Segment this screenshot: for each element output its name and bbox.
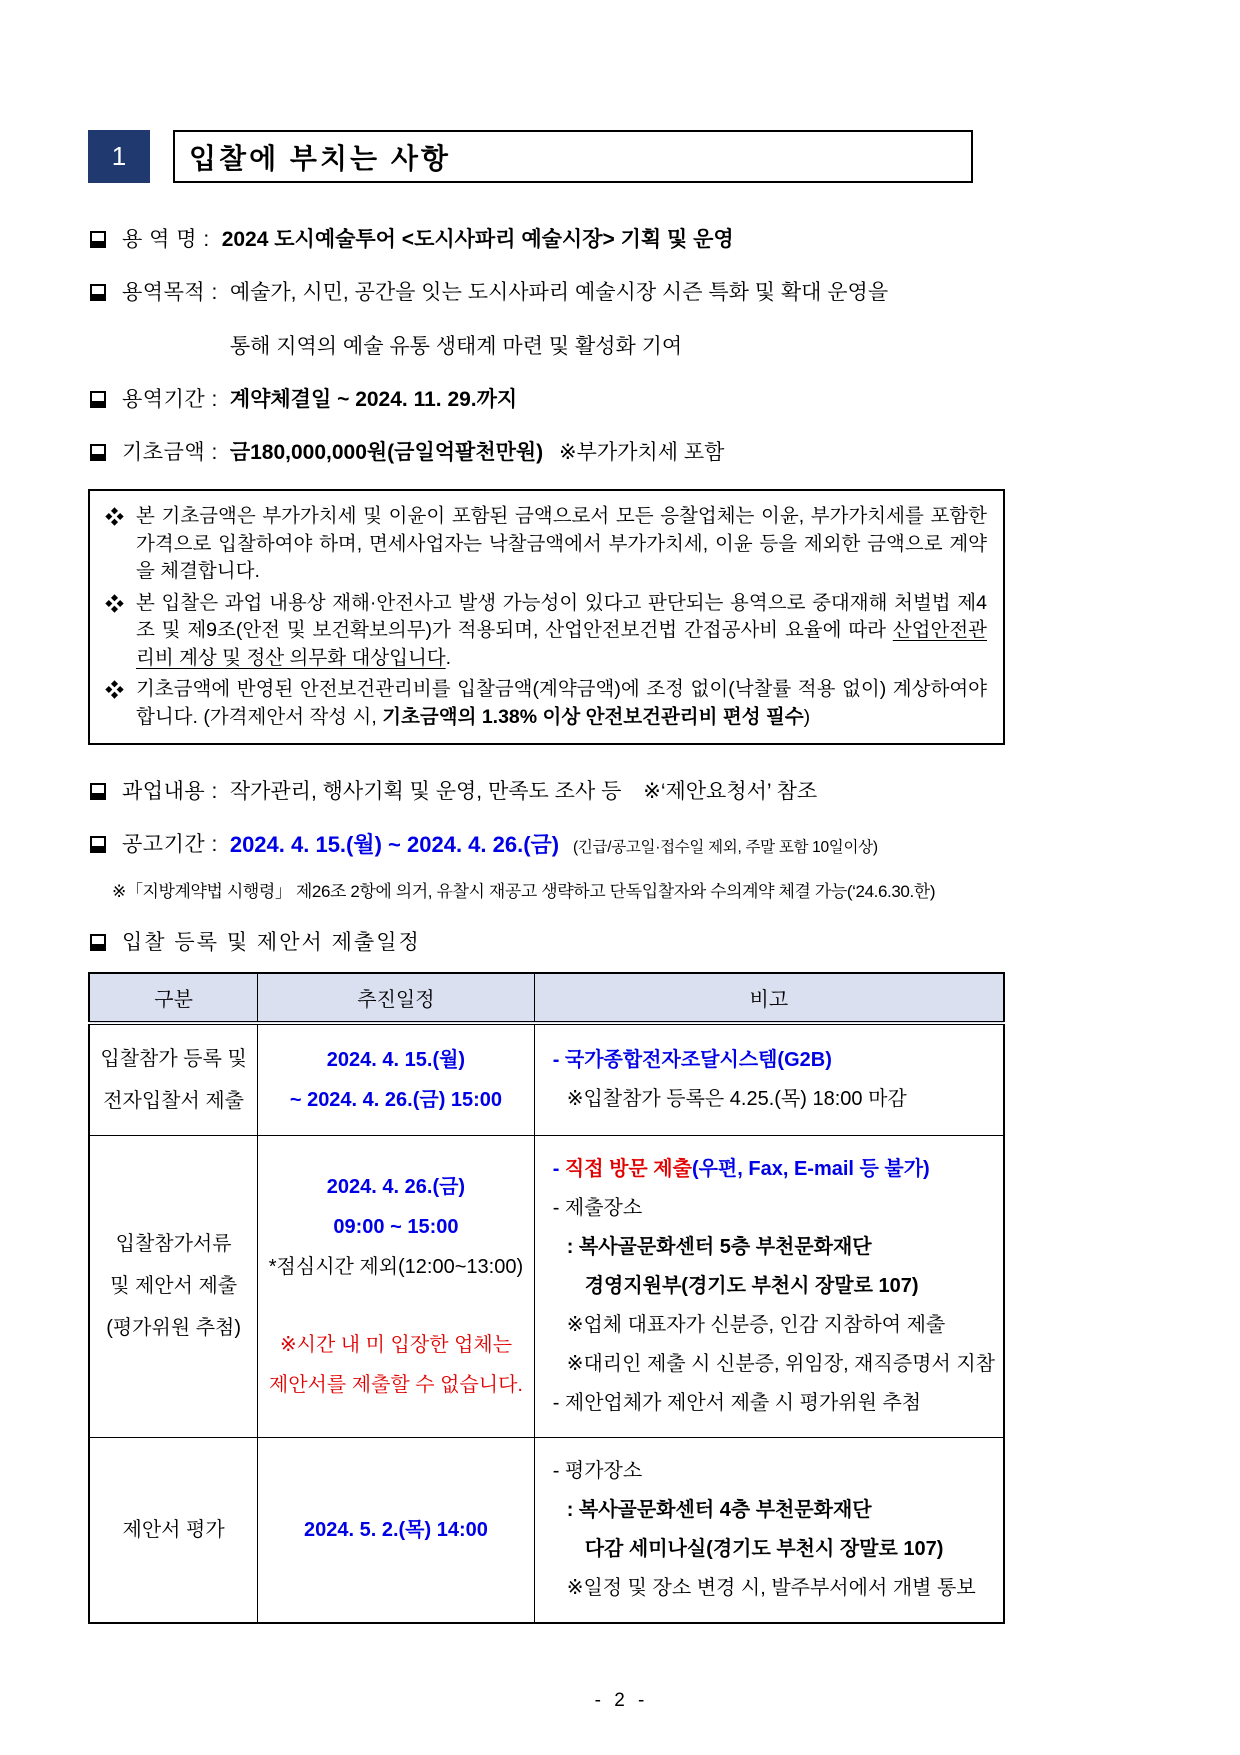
- item-label: 용역목적 :: [122, 281, 218, 304]
- diamond-bullet-icon: [105, 507, 123, 525]
- notice-bullet-1: [104, 503, 987, 586]
- checkbox-bullet-icon: [90, 391, 106, 408]
- section-number-badge: 1: [88, 130, 150, 183]
- header-remarks: 비고: [534, 973, 1004, 1023]
- checkbox-bullet-icon: [90, 284, 106, 301]
- item-service-period: [88, 385, 1155, 415]
- table-row-document-submission: [89, 1135, 1004, 1437]
- item-label: 기초금액 :: [122, 441, 218, 464]
- item-work-scope: [88, 777, 1155, 807]
- item-label: 과업내용 :: [122, 780, 218, 803]
- item-service-purpose: [88, 278, 1155, 362]
- item-base-amount: [88, 438, 1155, 468]
- cell-remarks: - 국가종합전자조달시스템(G2B) ※입찰참가 등록은 4.25.(목) 18:00 마감: [534, 1023, 1004, 1135]
- cell-schedule: 2024. 4. 26.(금) 09:00 ~ 15:00 *점심시간 제외(12:00~13:00) ※시간 내 미 입장한 업체는 제안서를 제출할 수 없습니다.: [258, 1135, 534, 1437]
- item-value: 계약체결일 ~ 2024. 11. 29.까지: [229, 388, 518, 411]
- item-value: [230, 438, 725, 468]
- checkbox-bullet-icon: [90, 231, 106, 248]
- header-category: 구분: [89, 973, 258, 1023]
- cell-category: 입찰참가 등록 및 전자입찰서 제출: [89, 1023, 258, 1135]
- notice-period-dates: 2024. 4. 15.(월) ~ 2024. 4. 26.(금): [229, 832, 560, 857]
- notice-text-3-pre: 기초금액에 반영된 안전보건관리비를 입찰금액(계약금액)에 조정 없이(낙찰률 적용 없이) 계상하여야 합니다. (가격제안서 작성 시,: [136, 678, 987, 728]
- section-header: [88, 130, 1155, 183]
- notice-bullet-3: [104, 676, 987, 731]
- item-label: 공고기간 :: [122, 833, 218, 856]
- cell-category: 제안서 평가: [89, 1437, 258, 1623]
- base-amount-value: 금180,000,000원(금일억팔천만원): [229, 441, 544, 464]
- base-amount-suffix: ※부가가치세 포함: [559, 441, 725, 464]
- notice-text-3-post: ): [803, 705, 811, 728]
- cell-schedule: 2024. 4. 15.(월) ~ 2024. 4. 26.(금) 15:00: [258, 1023, 534, 1135]
- item-value: [230, 777, 817, 807]
- item-value: [230, 278, 888, 362]
- purpose-line-2: 통해 지역의 예술 유통 생태계 마련 및 활성화 기여: [229, 335, 683, 358]
- cell-category: 입찰참가서류 및 제안서 제출 (평가위원 추첨): [89, 1135, 258, 1437]
- diamond-bullet-icon: [105, 680, 123, 698]
- table-row-proposal-evaluation: [89, 1437, 1004, 1623]
- notice-box: [88, 489, 1005, 745]
- item-notice-period: [88, 830, 1155, 863]
- item-value: 2024 도시예술투어 <도시사파리 예술시장> 기획 및 운영: [221, 228, 734, 251]
- purpose-line-1: 예술가, 시민, 공간을 잇는 도시사파리 예술시장 시즌 특화 및 확대 운영을: [229, 281, 889, 304]
- item-service-name: [88, 225, 1155, 255]
- page-number: - 2 -: [594, 1689, 649, 1711]
- section-title: [173, 130, 973, 183]
- notice-period-suffix: (긴급/공고일·접수일 제외, 주말 포함 10일이상): [572, 839, 878, 856]
- item-label: 용 역 명 :: [122, 228, 210, 251]
- item-schedule-heading: [88, 928, 1155, 958]
- cell-schedule: 2024. 5. 2.(목) 14:00: [258, 1437, 534, 1623]
- cell-remarks: - 직접 방문 제출(우편, Fax, E-mail 등 불가) - 제출장소 : 복사골문화센터 5층 부천문화재단 경영지원부(경기도 부천시 장말로 107) ※업체 대표자가 신분증, 인감 지참하여 제출 ※대리인 제출 시 신분증, 위임장, 재직증명서 지참 - 제안업체가 제안서 제출 시 평가위원 추첨: [534, 1135, 1004, 1437]
- schedule-heading-label: 입찰 등록 및 제안서 제출일정: [122, 931, 421, 954]
- notice-text-1: 본 기초금액은 부가가치세 및 이윤이 포함된 금액으로서 모든 응찰업체는 이윤, 부가가치세를 포함한 가격으로 입찰하여야 하며, 면세사업자는 낙찰금액에서 부가가치세, 이윤 등을 제외한 금액으로 계약을 체결합니다.: [136, 505, 987, 582]
- checkbox-bullet-icon: [90, 836, 106, 853]
- checkbox-bullet-icon: [90, 444, 106, 461]
- notice-bullet-2: [104, 590, 987, 673]
- header-schedule: 추진일정: [258, 973, 534, 1023]
- local-contract-law-note: ※「지방계약법 시행령」 제26조 2항에 의거, 유찰시 재공고 생략하고 단독입찰자와 수의계약 체결 가능(‘24.6.30.한): [112, 882, 936, 901]
- cell-remarks: - 평가장소 : 복사골문화센터 4층 부천문화재단 다감 세미나실(경기도 부천시 장말로 107) ※일정 및 장소 변경 시, 발주부서에서 개별 통보: [534, 1437, 1004, 1623]
- notice-text-2-underlined: 산업안전관리비 계상 및 정산 의무화 대상입니다: [136, 619, 987, 669]
- scope-suffix: ※‘제안요청서’ 참조: [643, 780, 818, 803]
- table-header-row: [89, 973, 1004, 1023]
- scope-value: 작가관리, 행사기획 및 운영, 만족도 조사 등: [229, 780, 622, 803]
- notice-text-2-post: .: [445, 646, 452, 669]
- item-value: [230, 830, 878, 863]
- notice-text-2-pre: 본 입찰은 과업 내용상 재해·안전사고 발생 가능성이 있다고 판단되는 용역으로 중대재해 처벌법 제4조 및 제9조(안전 및 보건확보의무)가 적용되며, 산업안전보건법 간접공사비 요율에 따라: [136, 591, 987, 641]
- section-title-text: 입찰에 부치는 사항: [189, 142, 451, 174]
- item-label: 용역기간 :: [122, 388, 218, 411]
- table-row-registration: [89, 1023, 1004, 1135]
- checkbox-bullet-icon: [90, 934, 106, 951]
- diamond-bullet-icon: [105, 594, 123, 612]
- checkbox-bullet-icon: [90, 783, 106, 800]
- notice-text-3-bold: 기초금액의 1.38% 이상 안전보건관리비 편성 필수: [382, 705, 804, 728]
- schedule-table: [88, 972, 1005, 1624]
